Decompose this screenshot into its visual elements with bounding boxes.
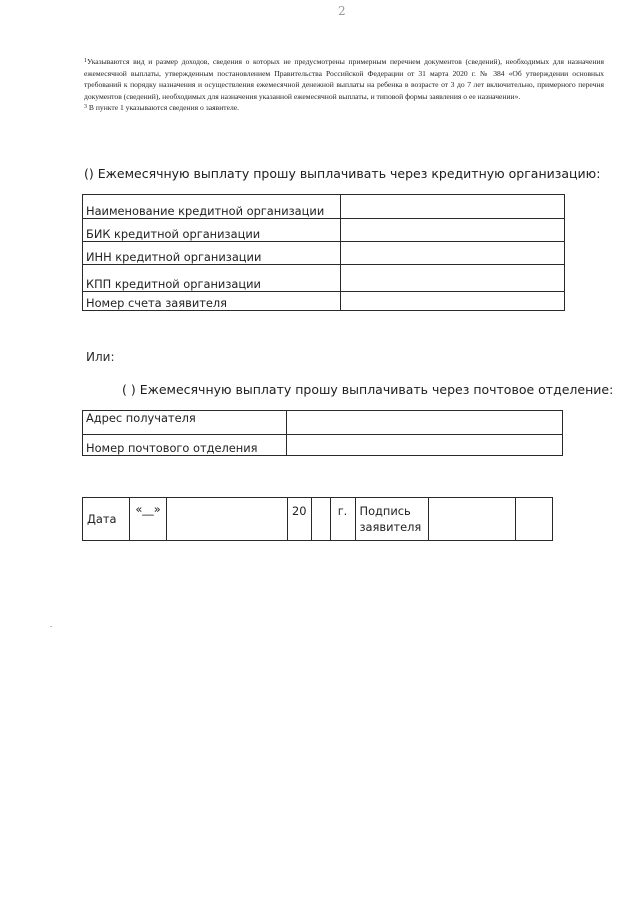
credit-kpp-field[interactable] — [340, 265, 564, 292]
credit-row-label: БИК кредитной организации — [83, 219, 341, 242]
year-suffix: г. — [330, 498, 355, 541]
credit-row-account — [83, 292, 565, 311]
post-row-label: Адрес получателя — [83, 411, 287, 435]
signature-row — [83, 498, 553, 541]
credit-row-name — [83, 195, 565, 219]
post-office-field[interactable] — [286, 435, 562, 456]
post-table — [82, 410, 563, 456]
credit-row-label: Наименование кредитной организации — [83, 195, 341, 219]
footnote-1 — [84, 56, 604, 102]
post-row-office — [83, 435, 563, 456]
post-section-heading: ( ) Ежемесячную выплату прошу выплачивать через почтовое отделение: — [122, 382, 614, 397]
scan-speck — [50, 626, 52, 627]
month-field[interactable] — [167, 498, 288, 541]
credit-inn-field[interactable] — [340, 242, 564, 265]
footnote-1-mark: 1 — [84, 58, 87, 64]
or-label: Или: — [86, 350, 115, 364]
credit-row-label: КПП кредитной организации — [83, 265, 341, 292]
post-address-field[interactable] — [286, 411, 562, 435]
footnotes — [84, 56, 604, 114]
year-field[interactable] — [311, 498, 330, 541]
credit-section-heading: () Ежемесячную выплату прошу выплачивать через кредитную организацию: — [84, 166, 601, 181]
credit-name-field[interactable] — [340, 195, 564, 219]
signature-field[interactable] — [428, 498, 515, 541]
footnote-1-text: Указываются вид и размер доходов, сведения о которых не предусмотрены примерным перечнем документов (сведений), необходимых для назначения ежемесячной выплаты, утвержденным постановлением Правительства Российской Федерации от 31 марта 2020 г. № 384 «Об утверждении основных требований к порядку назначения и осуществления ежемесячной денежной выплаты на ребенка в возрасте от 3 до 7 лет включительно, примерного перечня документов (сведений), необходимых для назначения указанной ежемесячной выплаты, и типовой формы заявления о ее назначении». — [84, 57, 604, 101]
credit-row-label: Номер счета заявителя — [83, 292, 341, 311]
signature-transcript-field[interactable] — [515, 498, 552, 541]
signature-label: Подпись заявителя — [355, 498, 428, 541]
day-placeholder: «__» — [130, 498, 167, 541]
credit-row-label: ИНН кредитной организации — [83, 242, 341, 265]
footnote-2 — [84, 102, 604, 114]
footnote-2-mark: 3 — [84, 104, 87, 111]
signature-table — [82, 497, 553, 541]
credit-row-bik — [83, 219, 565, 242]
year-prefix: 20 — [288, 498, 312, 541]
credit-bik-field[interactable] — [340, 219, 564, 242]
post-row-address — [83, 411, 563, 435]
post-row-label: Номер почтового отделения — [83, 435, 287, 456]
credit-account-field[interactable] — [340, 292, 564, 311]
footnote-2-text: В пункте 1 указываются сведения о заявителе. — [88, 103, 240, 113]
credit-row-kpp — [83, 265, 565, 292]
date-label: Дата — [83, 498, 130, 541]
credit-table — [82, 194, 565, 311]
credit-row-inn — [83, 242, 565, 265]
page-number: 2 — [338, 4, 346, 18]
